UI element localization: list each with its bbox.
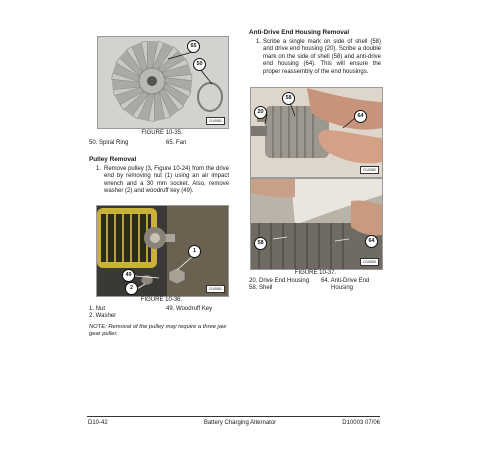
housing-illustration-top [251, 88, 382, 177]
housing-scribe-photo-top [250, 87, 383, 178]
footer-rule [87, 416, 380, 417]
step-text: Remove pulley (3, Figure 10-24) from the drive end by removing nut (1) using an air impact wrench and a 30 mm socket. Also, remove washer (2) and woodruff key (49). [104, 166, 229, 195]
footer-page-number: D10-42 [88, 420, 108, 426]
legend-item: 58. Shell [249, 285, 273, 291]
callout-2: 2 [125, 282, 138, 295]
callout-64: 64 [354, 110, 367, 123]
step-number: 1. [256, 39, 262, 45]
photo-id: D10081 [206, 285, 225, 293]
legend-item: 65. Fan [166, 140, 187, 146]
footer-doc-id: D10003 07/06 [342, 420, 380, 426]
legend-item: 1. Nut [89, 306, 106, 312]
housing-illustration-bottom [251, 179, 382, 269]
callout-65: 65 [187, 40, 200, 53]
photo-id: D10081 [206, 117, 225, 125]
legend-item: 49. Woodruff Key [166, 306, 213, 312]
housing-scribe-photo-bottom [250, 178, 383, 270]
callout-50: 50 [193, 58, 206, 71]
fan-illustration [98, 37, 228, 128]
legend-item: 20. Drive End Housing [249, 278, 310, 284]
footer-title: Battery Charging Alternator [203, 420, 277, 426]
section-heading: Anti-Drive End Housing Removal [249, 29, 350, 36]
step-number: 1. [96, 166, 102, 172]
pulley-photo [96, 205, 229, 297]
photo-id: D10083 [360, 258, 379, 266]
legend-item: 64. Anti-Drive End [321, 278, 370, 284]
callout-58: 58 [282, 92, 295, 105]
legend-item: 50. Spiral Ring [89, 140, 129, 146]
figure-caption: FIGURE 10-35. [141, 130, 183, 136]
callout-58: 58 [254, 237, 267, 250]
callout-49: 49 [122, 269, 135, 282]
callout-1: 1 [188, 245, 201, 258]
step-text: Scribe a single mark on side of shell (58) and drive end housing (20). Scribe a double mark on the side of shell (58) and anti-drive end housing (64). This will ensure the proper reassembly of the end housings. [263, 39, 381, 75]
figure-caption: FIGURE 10-36. [140, 297, 183, 303]
callout-64: 64 [365, 235, 378, 248]
callout-20: 20 [254, 106, 267, 119]
section-heading: Pulley Removal [89, 156, 137, 163]
legend-item: Housing [331, 285, 354, 291]
legend-item: 2. Washer [89, 313, 117, 319]
note-text: NOTE: Removal of the pulley may require a three jaw gear puller. [89, 324, 227, 338]
pulley-illustration [97, 206, 228, 296]
figure-caption: FIGURE 10-37. [294, 270, 337, 276]
fan-photo [97, 36, 229, 129]
photo-id: D10082 [360, 166, 379, 174]
